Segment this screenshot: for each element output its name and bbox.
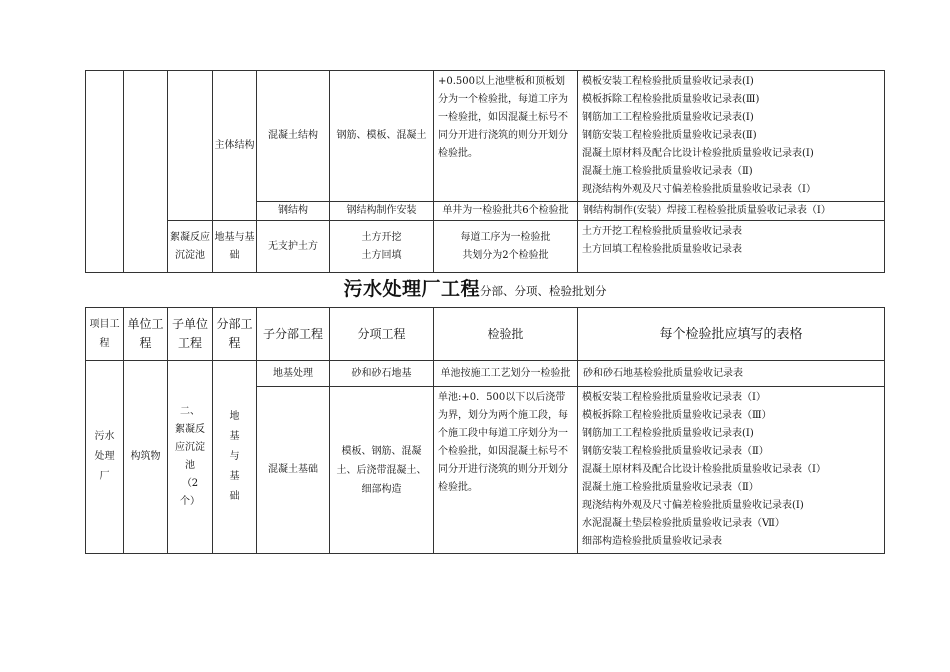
division-main-structure: 主体结构: [213, 71, 257, 221]
form-item: 混凝土施工检验批质量验收记录表（Ⅱ）: [582, 482, 759, 493]
division-char: 基: [229, 471, 240, 482]
form-item: 混凝土原材料及配合比设计检验批质量验收记录表(Ⅰ): [582, 148, 814, 159]
item-steel-fabrication: 钢结构制作安装: [330, 202, 434, 221]
form-item: 模板拆除工程检验批质量验收记录表（Ⅲ）: [582, 410, 772, 421]
form-item: 现浇结构外观及尺寸偏差检验批质量验收记录表（Ⅰ）: [582, 184, 816, 195]
form-item: 钢筋加工工程检验批质量验收记录表(Ⅰ): [582, 112, 754, 123]
form-item: 钢筋安装工程检验批质量验收记录表(Ⅱ): [582, 130, 757, 141]
item-earthwork: [330, 221, 434, 273]
header-row: [86, 308, 885, 361]
subunit-name: [168, 361, 213, 554]
division-char: 与: [229, 451, 240, 462]
forms-list: [578, 71, 885, 202]
subunit-line: （2: [181, 478, 199, 489]
form-item: 土方回填工程检验批质量验收记录表: [582, 244, 742, 255]
batch-concrete-description: 单池:+0．500以下以后浇带为界，划分为两个施工段，每个施工段中每道工序划分为一个检验批，如因混凝土标号不同分开进行浇筑的则分开划分检验批。: [434, 387, 578, 554]
header-project: 项目工程: [86, 308, 124, 361]
unit-name: 构筑物: [124, 361, 168, 554]
form-sand-gravel: 砂和砂石地基检验批质量验收记录表: [578, 361, 885, 387]
subdivision-earthwork: 无支护土方: [257, 221, 330, 273]
bottom-table: [85, 307, 885, 554]
subunit-line: 池: [185, 460, 195, 471]
subunit-cell-empty: [168, 71, 213, 221]
batch-steel: 单井为一检验批共6个检验批: [434, 202, 578, 221]
subunit-line: 应沉淀: [175, 442, 205, 453]
batch-description: +0.500以上池壁板和顶板划分为一个检验批，每道工序为一检验批，如因混凝土标号不同分开进行浇筑的则分开划分检验批。: [434, 71, 578, 202]
form-item: 细部构造检验批质量验收记录表: [582, 536, 722, 547]
top-table: [85, 70, 885, 273]
header-batch: 检验批: [434, 308, 578, 361]
subdivision-concrete-structure: 混凝土结构: [257, 71, 330, 202]
batch-line: 共划分为2个检验批: [462, 249, 549, 261]
division-char: 础: [229, 491, 240, 502]
batch-earthwork: [434, 221, 578, 273]
subunit-line: 个）: [180, 496, 200, 507]
section-title: [0, 278, 950, 302]
item-concrete-works: 模板、钢筋、混凝土、后浇带混凝土、细部构造: [330, 387, 434, 554]
header-subdivision: 子分部工程: [257, 308, 330, 361]
form-item: 混凝土施工检验批质量验收记录表（Ⅱ): [582, 166, 753, 177]
forms-concrete: [578, 387, 885, 554]
unit-cell-empty: [124, 71, 168, 273]
form-item: 模板安装工程检验批质量验收记录表(Ⅰ): [582, 76, 754, 87]
division-name: [213, 361, 257, 554]
division-foundation: 地基与基础: [213, 221, 257, 273]
form-item: 钢筋加工工程检验批质量验收记录表(Ⅰ): [582, 428, 754, 439]
item-rebar-formwork-concrete: 钢筋、模板、混凝土: [330, 71, 434, 202]
project-name: 污水处理厂: [86, 361, 124, 554]
form-item: 模板拆除工程检验批质量验收记录表(Ⅲ): [582, 94, 760, 105]
form-item: 混凝土原材料及配合比设计检验批质量验收记录表（Ⅰ）: [582, 464, 826, 475]
form-item: 水泥混凝土垫层检验批质量验收记录表（Ⅶ）: [582, 518, 785, 529]
header-item: 分项工程: [330, 308, 434, 361]
header-subunit: 子单位工程: [168, 308, 213, 361]
section-title-sub: 分部、分项、检验批划分: [480, 284, 607, 298]
subdivision-steel-structure: 钢结构: [257, 202, 330, 221]
form-item: 土方开挖工程检验批质量验收记录表: [582, 226, 742, 237]
header-division: 分部工程: [213, 308, 257, 361]
subunit-line: 絮凝反: [175, 424, 205, 435]
header-unit: 单位工程: [124, 308, 168, 361]
batch-line: 每道工序为一检验批: [460, 231, 551, 243]
batch-by-process: 单池按施工工艺划分一检验批: [434, 361, 578, 387]
project-cell-empty: [86, 71, 124, 273]
form-item: 钢筋安装工程检验批质量验收记录表（Ⅱ）: [582, 446, 769, 457]
forms-earthwork: [578, 221, 885, 273]
form-item: 模板安装工程检验批质量验收记录表（Ⅰ）: [582, 392, 766, 403]
subdivision-foundation-treatment: 地基处理: [257, 361, 330, 387]
item-backfill: 土方回填: [361, 249, 402, 261]
form-item: 现浇结构外观及尺寸偏差检验批质量验收记录表(Ⅰ): [582, 500, 804, 511]
division-char: 基: [229, 431, 240, 442]
subunit-flocculation-tank: 絮凝反应沉淀池: [168, 221, 213, 273]
division-char: 地: [229, 411, 240, 422]
subdivision-concrete-foundation: 混凝土基础: [257, 387, 330, 554]
subunit-line: 二、: [180, 406, 200, 417]
form-steel: 钢结构制作(安装）焊接工程检验批质量验收记录表（Ⅰ）: [578, 202, 885, 221]
item-excavation: 土方开挖: [361, 231, 402, 243]
header-forms: 每个检验批应填写的表格: [578, 308, 885, 361]
section-title-main: 污水处理厂工程: [343, 278, 480, 300]
item-sand-gravel: 砂和砂石地基: [330, 361, 434, 387]
